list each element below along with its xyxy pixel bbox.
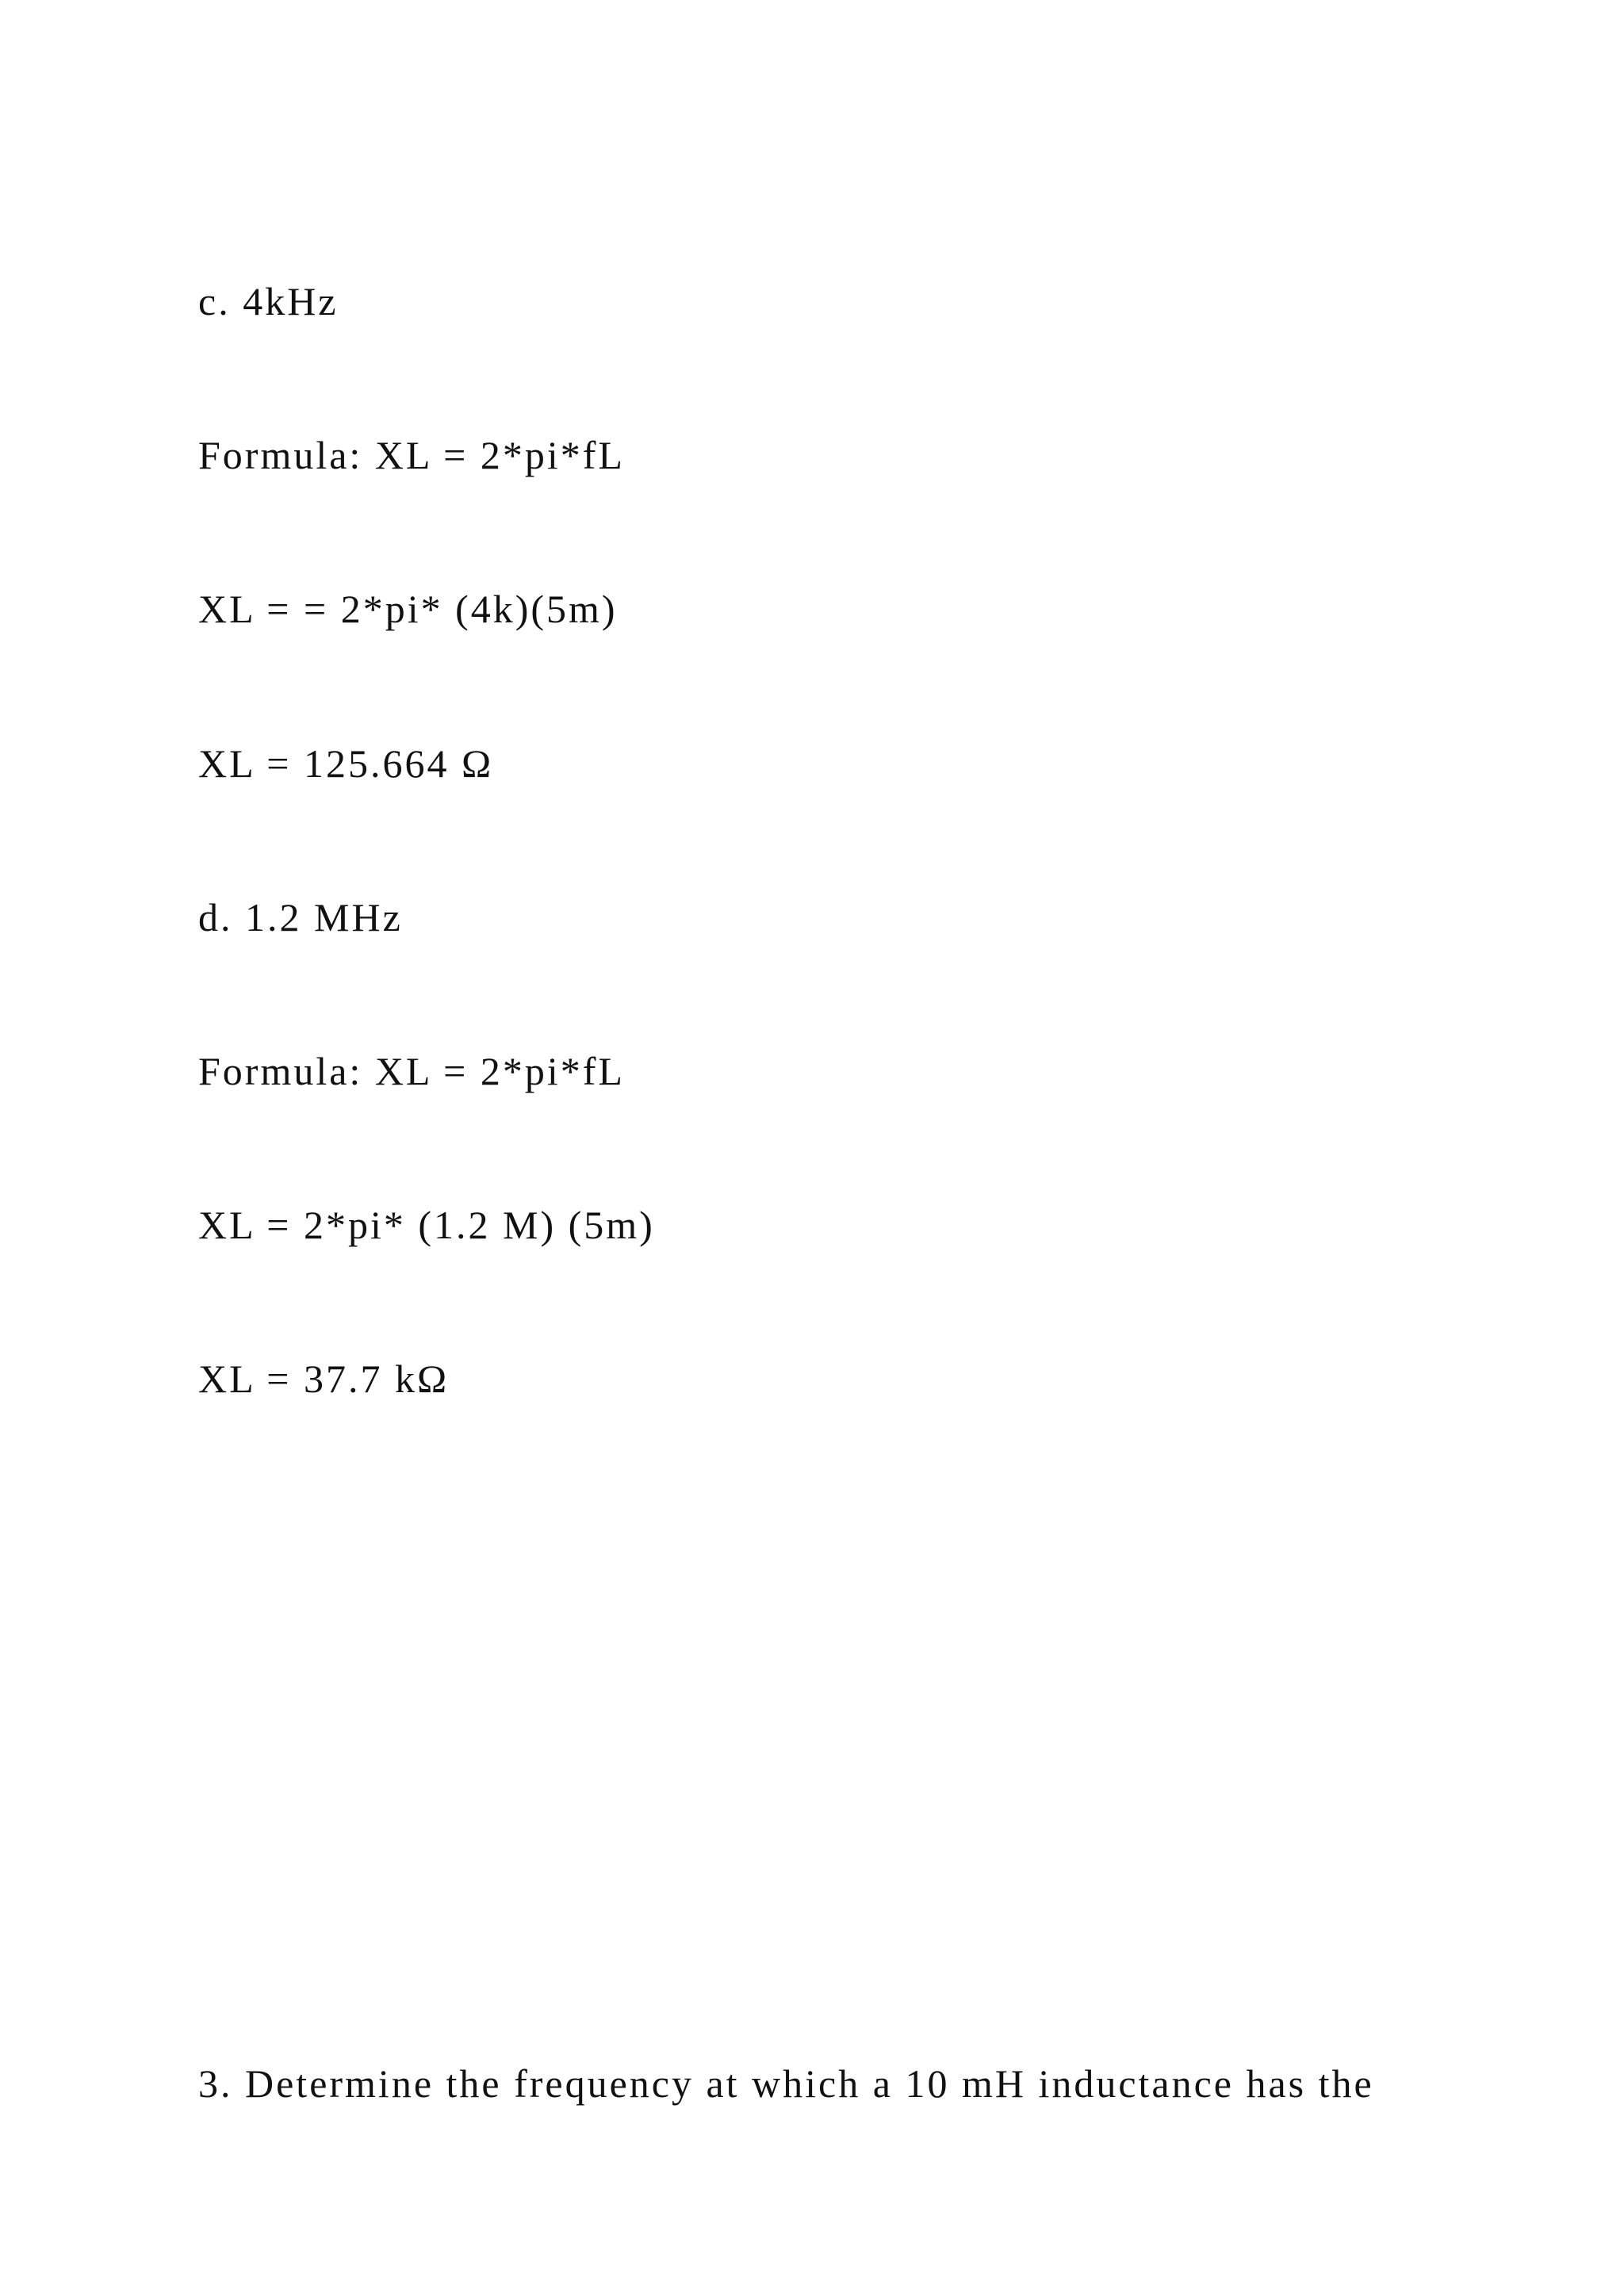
part-d-formula: Formula: XL = 2*pi*fL — [198, 1049, 625, 1093]
part-d-substitution: XL = 2*pi* (1.2 M) (5m) — [198, 1203, 655, 1247]
part-d-heading: d. 1.2 MHz — [198, 895, 403, 939]
part-c-result: XL = 125.664 Ω — [198, 741, 494, 786]
part-c-heading: c. 4kHz — [198, 279, 339, 323]
question-3-text: 3. Determine the frequency at which a 10 mH inductance has the — [198, 2061, 1374, 2106]
part-d-result: XL = 37.7 kΩ — [198, 1357, 450, 1401]
part-c-formula: Formula: XL = 2*pi*fL — [198, 433, 625, 477]
part-c-substitution: XL = = 2*pi* (4k)(5m) — [198, 587, 618, 631]
